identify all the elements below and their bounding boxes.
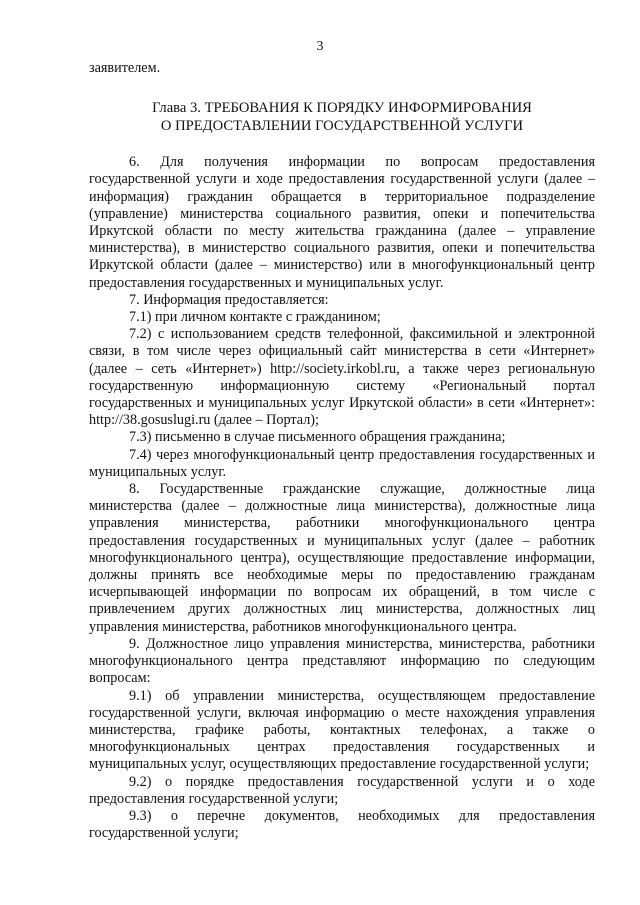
continuation-text: заявителем.: [89, 60, 161, 76]
chapter-heading-line-1: Глава 3. ТРЕБОВАНИЯ К ПОРЯДКУ ИНФОРМИРОВАНИЯ: [152, 100, 532, 117]
paragraph-7-3: 7.3) письменно в случае письменного обращения гражданина;: [129, 429, 506, 446]
paragraph-9-1: 9.1) об управлении министерства, осуществляющем предоставление государственной услуги, включая информацию о месте нахождения управления министерства, графике работы, контактных телефонах, а также о многофункциональных центрах предоставления государственных и муниципальных услуг, осуществляющих предоставление государственной услуги;: [89, 687, 595, 773]
paragraph-7: 7. Информация предоставляется:: [129, 291, 329, 308]
chapter-heading: [89, 99, 595, 135]
paragraph-8: 8. Государственные гражданские служащие, должностные лица министерства (далее – должностные лица министерства), должностные лица управления министерства, работники многофункционального центра предоставления государственных и муниципальных услуг (далее – работник многофункционального центра), осуществляющие предоставление информации, должны принять все необходимые меры по предоставлению гражданам исчерпывающей информации по вопросам их обращений, в том числе с привлечением других должностных лиц министерства, должностных лиц управления министерства, работников многофункционального центра.: [89, 481, 595, 635]
paragraph-6: 6. Для получения информации по вопросам предоставления государственной услуги и ходе предоставления государственной услуги (далее – информация) гражданин обращается в территориальное подразделение (управление) министерства социального развития, опеки и попечительства Иркутской области по месту жительства гражданина (далее – управление министерства), в министерство социального развития, опеки и попечительства Иркутской области (далее – министерство) или в многофункциональный центр предоставления государственных и муниципальных услуг.: [89, 154, 595, 291]
paragraph-9-2: 9.2) о порядке предоставления государственной услуги и о ходе предоставления государственной услуги;: [89, 773, 595, 807]
chapter-heading-line-2: О ПРЕДОСТАВЛЕНИИ ГОСУДАРСТВЕННОЙ УСЛУГИ: [160, 118, 524, 135]
paragraph-9: 9. Должностное лицо управления министерства, министерства, работники многофункционального центра представляют информацию по следующим вопросам:: [89, 635, 595, 687]
page-number: 3: [316, 39, 324, 54]
paragraph-7-2: 7.2) с использованием средств телефонной, факсимильной и электронной связи, в том числе через официальный сайт министерства в сети «Интернет» (далее – сеть «Интернет») http://society.irkobl.ru, а также через региональную государственную информационную систему «Региональный портал государственных и муниципальных услуг Иркутской области» в сети «Интернет»: http://38.gosuslugi.ru (далее – Портал);: [89, 326, 595, 429]
paragraph-7-1: 7.1) при личном контакте с гражданином;: [129, 309, 381, 326]
paragraph-9-3: 9.3) о перечне документов, необходимых для предоставления государственной услуги;: [89, 807, 595, 842]
document-body: [89, 60, 595, 842]
paragraph-7-4: 7.4) через многофункциональный центр предоставления государственных и муниципальных услуг.: [89, 446, 595, 480]
